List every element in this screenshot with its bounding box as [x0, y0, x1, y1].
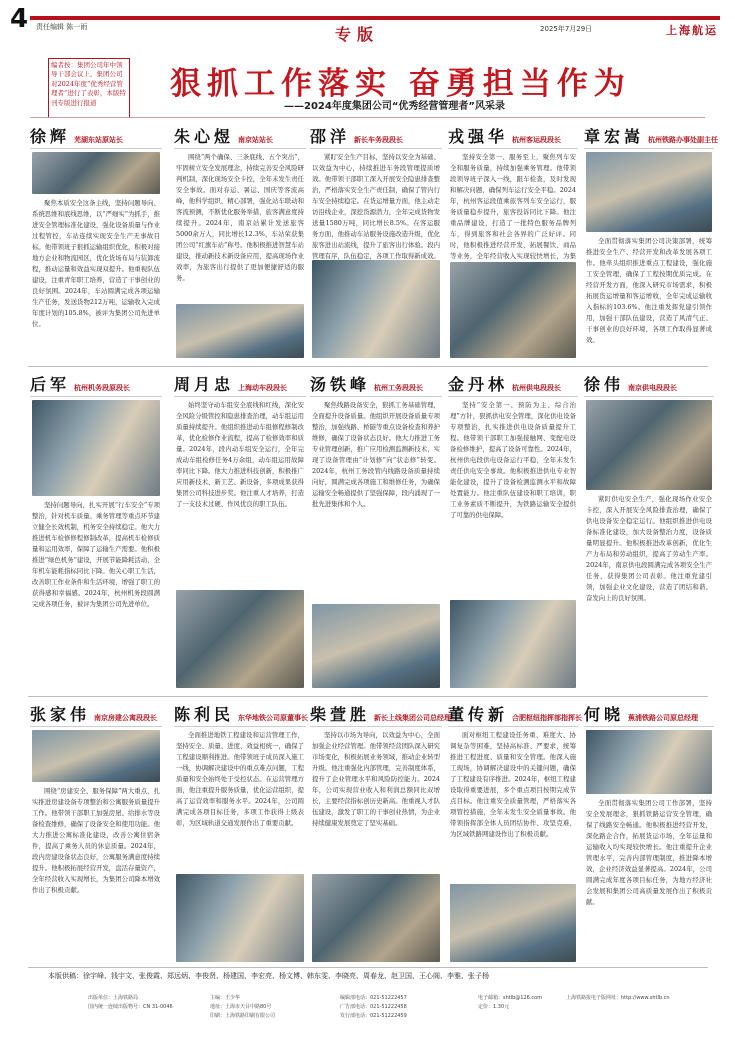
profile-header [310, 702, 452, 727]
profile-card [448, 124, 578, 360]
profile-photo [450, 262, 576, 358]
profile-photo [32, 730, 160, 782]
profile-photo [450, 600, 576, 688]
profile-photo [32, 400, 160, 496]
person-title: 上海动车段段长 [238, 384, 288, 392]
profile-text: 紧盯供电安全生产，强化现场作业安全卡控，深入开展安全风险排查治理，确保了供电设备安全稳定运行。他组织推进供电设备标准化建设，加大设备整治力度，设备质量明显提升。他积极推进改革创新，优化生产力布局和劳动组织，提高了劳动生产率。2024年，南京供电段圆满完成各项安全生产任务，获得集团公司表彰。他注重党建引领，加强企业文化建设，营造了团结和谐、奋发向上的良好氛围。 [586, 495, 712, 602]
profile-card [310, 372, 442, 690]
profile-header [174, 702, 309, 727]
person-title: 新长车务段段长 [354, 136, 404, 144]
profile-photo [176, 304, 304, 358]
person-name: 周月忠 [174, 375, 235, 394]
profile-card [310, 124, 442, 360]
profile-photo [586, 400, 712, 490]
profile-text: 全面贯彻落实集团公司工作部署，坚持安全发展理念，狠抓铁路运营安全管理，确保了线路安全畅通。他积极推进经营开发，深化路企合作，拓展货运市场，全年运量和运输收入均实现较快增长。他注重提升企业管理水平，完善内部管理制度，推进降本增效，企业经济效益显著提高。2024年，公司圆满完成年度各项目标任务，为地方经济社会发展和集团公司高质量发展作出了积极贡献。 [586, 799, 712, 906]
person-title: 杭州机务段原段长 [74, 384, 131, 392]
profile-photo [312, 260, 440, 358]
profile-header [310, 124, 442, 149]
profile-card [448, 372, 578, 690]
profile-photo [450, 884, 576, 962]
row-divider [28, 696, 708, 697]
person-name: 陈利民 [174, 705, 235, 724]
profile-photo [176, 874, 304, 962]
page-number: 4 [10, 4, 29, 34]
profile-card [30, 372, 162, 690]
distribution-phone: 发行部电话：021-51222459 [340, 1013, 407, 1019]
profile-text: 始终坚守动车组安全底线和红线，深化安全风险分级管控和隐患排查治理，动车组运用质量持续提升。他组织推进动车组修程修制改革，优化检修作业流程，提高了检修效率和质量。2024年，段内动车组安全运行，全年完成动车组检修任务4万余组，动车组运用故障率同比下降。他大力推进科技创新，积极推广应用新技术、新工艺、新设备，多项成果获得集团公司科技进步奖。他注重人才培养，打造了一支技术过硬、作风优良的职工队伍。 [176, 401, 304, 508]
person-name: 后军 [30, 375, 71, 394]
person-name: 邵洋 [310, 127, 351, 146]
person-title: 南京供电段段长 [628, 384, 678, 392]
publisher: 出版单位：上海铁路局 [88, 995, 139, 1001]
person-name: 朱心煜 [174, 127, 235, 146]
cn-number: 国内统一连续出版物号：CN 31-0046 [88, 1004, 173, 1010]
profile-card [584, 124, 719, 360]
profile-text: 全面推进地铁工程建设和运营管理工作，坚持安全、质量、进度、效益相统一，确保了工程建设顺利推进。他带领班子成员深入施工一线，协调解决建设中的重点难点问题，工程质量和安全始终处于受控状态。在运营管理方面，他注重提升服务质量，优化运营组织，提高了运营效率和服务水平。2024年，公司圆满完成各项目标任务，多项工作获得上级表彰，为区域轨道交通发展作出了重要贡献。 [176, 731, 304, 827]
profile-text: 坚持以市场为导向，以效益为中心，全面加强企业经营管理。他带领经营团队深入研究市场变化，积极拓展业务领域，推动企业转型升级。他注重强化内部管理，完善制度体系，提升了企业管理水平和风险防控能力。2024年，公司实现营业收入和利润总额同比双增长，主要经营指标创历史新高。他重视人才队伍建设，激发了职工的干事创业热情，为企业持续健康发展奠定了坚实基础。 [312, 731, 440, 827]
profile-photo [32, 152, 160, 194]
profile-text: 坚持安全第一、服务至上，聚焦列车安全和服务质量，持续加强乘务管理。他带领段领导班子深入一线，跟车检查，及时发现和解决问题，确保列车运行安全平稳。2024年，杭州客运段值乘旅客列车安全运行，服务质量稳步提升，旅客投诉同比下降。他注重品牌建设，打造了一批特色服务品牌列车，得到旅客和社会各界的广泛好评。同时，他积极推进经营开发，拓展餐饮、商品等业务，全年经营收入实现较快增长，为集 [450, 153, 576, 260]
profile-header [584, 372, 714, 397]
profile-header [30, 124, 162, 149]
profile-text: 聚焦线路设备安全，狠抓工务基础管理，全面提升设备质量。他组织开展设备质量专项整治，加强线路、桥隧等重点设备检查和养护维修，确保了设备状态良好。他大力推进工务专业管理创新，推广应用检测监测新技术，实现了设备管理由“计划修”向“状态修”转变。2024年，杭州工务段管内线路设备质量持续向好，圆满完成各项施工和维修任务，为确保运输安全畅通提供了坚强保障，段内涌现了一批先进集体和个人。 [312, 401, 440, 508]
editor-credit: 责任编辑 陈一雨 [36, 23, 88, 31]
person-name: 张家伟 [30, 705, 91, 724]
person-title: 东华地铁公司原董事长 [238, 714, 309, 722]
editorial-phone: 编辑部电话：021-51222457 [340, 995, 407, 1001]
person-title: 南京站站长 [238, 136, 274, 144]
person-name: 徐伟 [584, 375, 625, 394]
profile-card [174, 702, 309, 964]
profile-card [30, 124, 162, 360]
headline-divider [30, 117, 705, 118]
profile-card [30, 702, 162, 964]
person-name: 柴萱胜 [310, 705, 371, 724]
email: 电子邮箱：shtlb@126.com [478, 995, 543, 1001]
profile-photo [312, 874, 440, 962]
address: 地址：上海市天目中路80号 [210, 1004, 272, 1010]
profile-text: 聚焦本质安全这条主线，坚持问题导向、系统思维和底线思维，以“严细实”为抓手，推进安全管理标准化建设，强化设备质量与作业过程管控，车站连续实现安全生产无事故目标。他带领班子狠抓运输组织优化，积极对接地方企业和物流园区，优化货场布局与装卸流程，推动运量和效益实现双提升。他重视队伍建设，注重青年职工培养，营造了干事创业的良好氛围。2024年，车站圆满完成各项运输生产任务，发送货物212万吨，运输收入完成年度计划的105.8%，被评为集团公司先进单位。 [32, 199, 160, 328]
profile-card [310, 702, 452, 964]
profile-header [30, 372, 162, 397]
profile-header [448, 372, 578, 397]
person-title: 杭州铁路办事处副主任 [648, 136, 719, 144]
editor-in-chief: 主编：王少华 [210, 995, 241, 1001]
person-title: 杭州工务段段长 [374, 384, 424, 392]
profile-text: 坚持“安全第一、预防为主、综合治理”方针，狠抓供电安全管理，深化供电设备专项整治，扎实推进供电设备质量提升工程。他带领干部职工加强接触网、变配电设备检修维护，提高了设备可靠性。2024年，杭州供电段供电设备运行平稳，全年未发生责任供电安全事故。他积极推进供电专业智能化建设，提升了设备检测监测水平和故障处置能力。他注重队伍建设和职工培训，职工业务素质不断提升，为铁路运输安全提供了可靠的供电保障。 [450, 401, 576, 519]
profile-header [310, 372, 442, 397]
section-title: 专版 [335, 25, 380, 44]
profile-text: 紧盯安全生产目标，坚持以安全为基础、以效益为中心，持续推进车务段管理提质增效。他带领干部职工深入开展安全隐患排查整治，严格落实安全生产责任制，确保了管内行车安全持续稳定。在货运增量方面，他主动走访沿线企业，深挖货源潜力，全年完成货物发送量1580万吨，同比增长8.5%。在客运服务方面，他推动车站服务设施改造升级，优化旅客进出站流线，提升了旅客出行体验。段内管理有序，队伍稳定，各项工作取得新成效。 [312, 153, 440, 260]
page-subheadline: ——2024年度集团公司“优秀经营管理者”风采录 [284, 101, 505, 112]
printer: 印刷：上海铁路印刷有限公司 [210, 1013, 276, 1019]
header-rule [30, 16, 720, 20]
profile-header [584, 124, 719, 149]
profile-header [584, 702, 714, 727]
person-name: 章宏嵩 [584, 127, 645, 146]
person-title: 芜湖东站原站长 [74, 136, 124, 144]
page-footer [0, 992, 735, 1037]
price: 定价：1.30元 [478, 1004, 510, 1010]
profile-header [448, 702, 583, 727]
profile-text: 面对枢纽工程建设任务重、难度大、协调复杂等困难，坚持高标准、严要求，统筹推进工程进度、质量和安全管理。他深入施工现场，协调解决建设中的关键问题，确保了工程建设有序推进。2024年，枢纽工程建设取得重要进展，多个重点项目按期完成节点目标。他注重安全质量管理，严格落实各项管控措施，全年未发生安全质量事故。他带领指挥部全体人员团结协作、攻坚克难，为区域铁路网建设作出了积极贡献。 [450, 731, 576, 838]
profile-header [174, 372, 306, 397]
person-title: 杭州供电段段长 [512, 384, 562, 392]
person-name: 汤铁峰 [310, 375, 371, 394]
contributors-line: 本版供稿：徐宇峰、钱宇文、张俊霞、郑远炳、李俊贤、杨建国、李宏亮、杨文博、韩东雯、李晓亮、周春龙、赵卫国、王心阁、李雅、张子杨 [48, 972, 489, 980]
profile-header [174, 124, 306, 149]
profile-text: 坚持问题导向，扎实开展“行车安全”专项整治，针对机车质量、乘务管理等重点环节建立健全长效机制，机务安全持续稳定。他大力推进机车检修修程修制改革，提高机车检修质量和运用效率，保障了运输生产需要。他积极推进“绿色机务”建设，开展节能降耗活动，全年机车能耗指标同比下降。他关心职工生活，改善职工作业条件和生活环境，增强了职工的获得感和幸福感。2024年，杭州机务段圆满完成各项任务，被评为集团公司先进单位。 [32, 501, 160, 608]
person-name: 戎强华 [448, 127, 509, 146]
person-title: 南京房建公寓段段长 [94, 714, 158, 722]
page-header [0, 0, 735, 50]
profile-text: 围绕“两个确保、三条底线、五个突出”，牢固树立安全发展理念，持续完善安全风险研判机制，深化现场安全卡控，全年未发生责任安全事故。面对春运、暑运、国庆等客流高峰，他科学组织、精心部署，强化站车联动和客流预测，不断优化服务举措，旅客满意度持续提升。2024年，南京站累计发送旅客5000余万人，同比增长12.3%，车站荣获集团公司“红旗车站”称号。他积极推进智慧车站建设，推动新技术新设备应用，提高现场作业效率，为旅客出行提供了更加便捷舒适的服务。 [176, 153, 304, 282]
person-title: 合肥枢纽指挥部指挥长 [512, 714, 583, 722]
person-name: 董传新 [448, 705, 509, 724]
person-title: 新长上线集团公司总经理 [374, 714, 452, 722]
person-title: 杭州客运段段长 [512, 136, 562, 144]
editor-note-box: 编者按：集团公司年中领导干部会议上，集团公司对2024年度“优秀经营管理者”进行了表彰，本版特刊专版进行报道 [48, 58, 130, 118]
person-name: 金丹林 [448, 375, 509, 394]
website: 上海铁路报电子版网址：http://www.shtlb.cn [566, 995, 670, 1001]
profile-text: 全面贯彻落实集团公司决策部署，统筹推进安全生产、经营开发和改革发展各项工作。他牵头组织推进重点工程建设，强化施工安全管理，确保了工程按期优质完成。在经营开发方面，他深入研究市场需求，积极拓展货运增量和客运增收，全年完成运输收入指标的103.6%。他注重发挥党建引领作用，加强干部队伍建设，营造了风清气正、干事创业的良好环境，各项工作取得显著成效。 [586, 237, 712, 344]
profile-card [174, 372, 306, 690]
authors-divider [28, 967, 708, 968]
ad-phone: 广告部电话：021-51222458 [340, 1004, 407, 1010]
paper-logo: 上海航运 [666, 24, 718, 37]
profile-header [30, 702, 162, 727]
profile-header [448, 124, 578, 149]
person-title: 蕉浦铁路公司原总经理 [628, 714, 699, 722]
profile-photo [176, 590, 304, 688]
profile-card [584, 372, 714, 690]
profile-card [448, 702, 583, 964]
profile-photo [312, 604, 440, 688]
page-headline: 狠抓工作落实 奋勇担当作为 [170, 66, 631, 102]
profile-photo [586, 730, 712, 794]
person-name: 徐辉 [30, 127, 71, 146]
profile-card [174, 124, 306, 360]
profile-text: 围绕“房建安全、服务保障”两大重点，扎实推进房建设备专项整治和公寓服务质量提升工作。他带领干部职工加强房屋、给排水等设备检查维修，确保了设备安全和使用功能。他大力推进公寓标准化建设，改善公寓住宿条件，提高了乘务人员的休息质量。2024年，段内房建设备状态良好，公寓服务满意度持续提升。他积极拓展经营开发，盘活存量资产，全年经营收入实现增长，为集团公司降本增效作出了积极贡献。 [32, 787, 160, 894]
person-name: 何晓 [584, 705, 625, 724]
profile-card [584, 702, 714, 964]
issue-date: 2025年7月29日 [540, 25, 593, 33]
row-divider [28, 366, 708, 367]
profile-photo [586, 152, 712, 232]
